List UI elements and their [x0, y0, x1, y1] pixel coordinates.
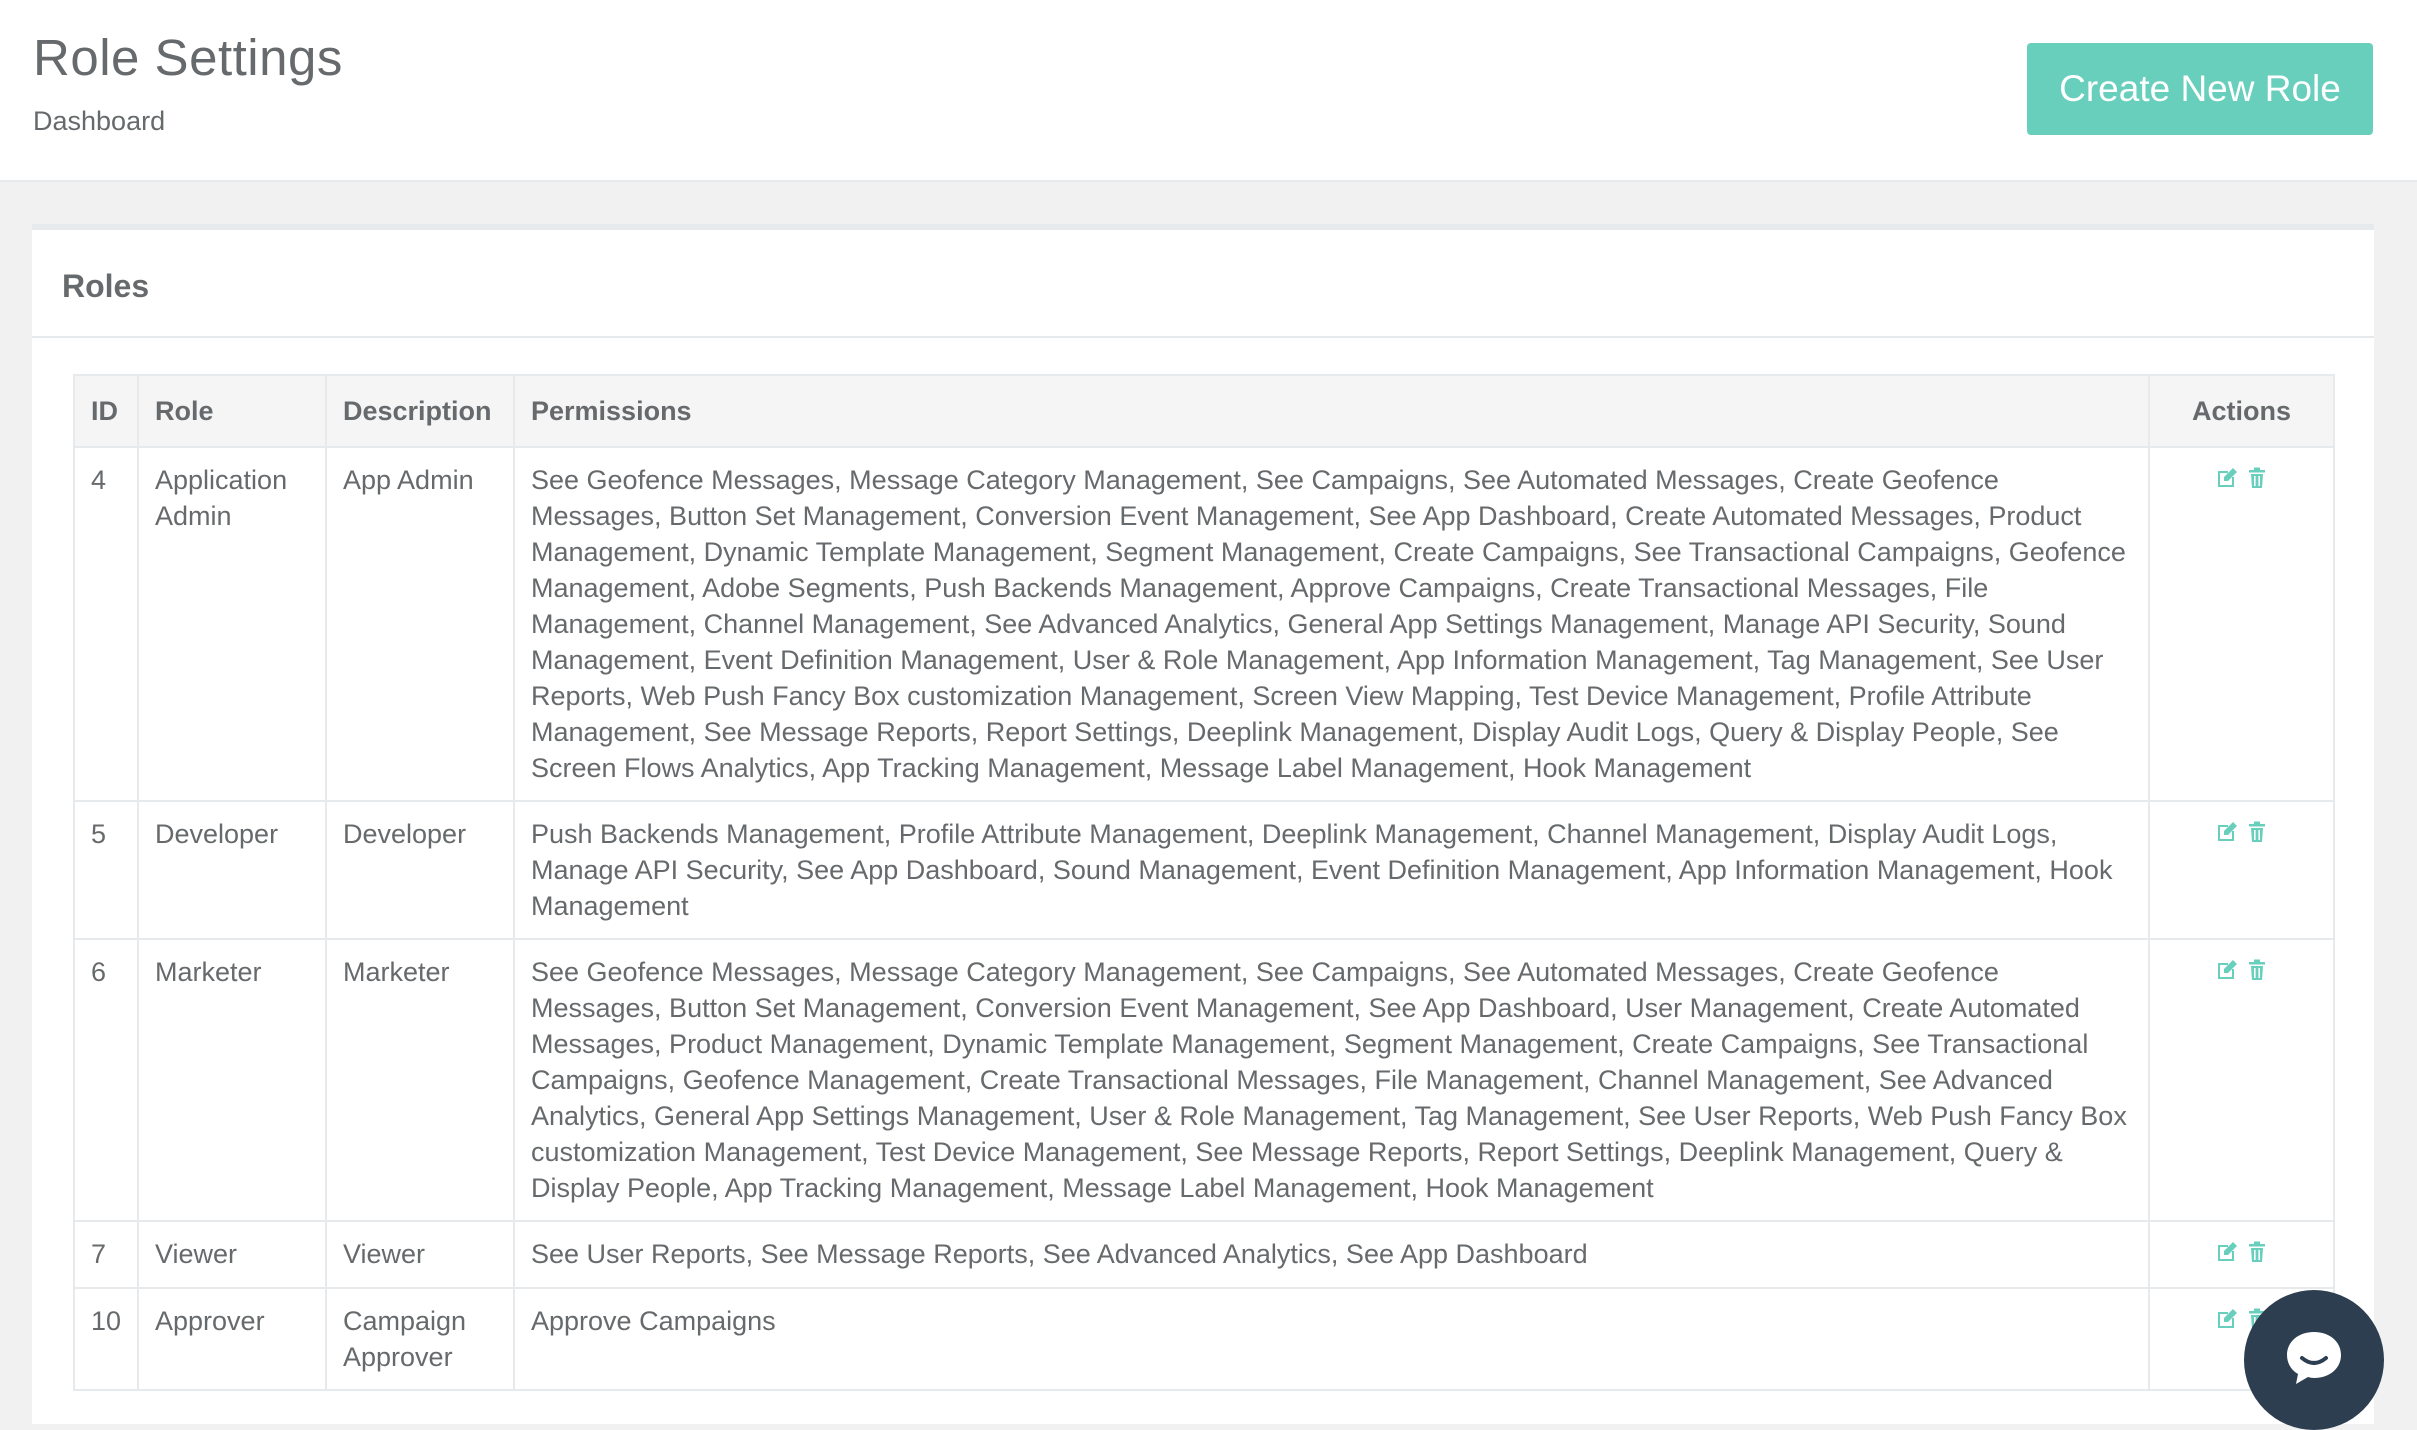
table-row	[74, 939, 2334, 1221]
role-actions	[2149, 1221, 2334, 1288]
trash-icon[interactable]	[2245, 958, 2269, 982]
roles-table-body	[74, 447, 2334, 1390]
edit-icon[interactable]	[2215, 1307, 2239, 1331]
column-header-role: Role	[138, 375, 326, 447]
role-id: 6	[74, 939, 138, 1221]
edit-icon[interactable]	[2215, 466, 2239, 490]
action-icons	[2215, 466, 2269, 490]
table-row	[74, 1288, 2334, 1390]
edit-icon[interactable]	[2215, 1240, 2239, 1264]
table-row	[74, 801, 2334, 939]
role-id: 10	[74, 1288, 138, 1390]
edit-icon[interactable]	[2215, 958, 2239, 982]
role-actions	[2149, 939, 2334, 1221]
roles-panel-header	[32, 230, 2374, 338]
roles-panel-title: Roles	[62, 268, 150, 304]
action-icons	[2215, 820, 2269, 844]
column-header-description: Description	[326, 375, 514, 447]
table-row	[74, 1221, 2334, 1288]
role-description: Developer	[326, 801, 514, 939]
role-name: Application Admin	[138, 447, 326, 801]
page-title: Role Settings	[33, 29, 343, 86]
roles-table	[73, 374, 2335, 1391]
role-name: Marketer	[138, 939, 326, 1221]
role-description: Viewer	[326, 1221, 514, 1288]
chat-widget-button[interactable]	[2244, 1290, 2384, 1430]
trash-icon[interactable]	[2245, 1240, 2269, 1264]
edit-icon[interactable]	[2215, 820, 2239, 844]
action-icons	[2215, 958, 2269, 982]
role-description: Campaign Approver	[326, 1288, 514, 1390]
page-header	[0, 0, 2417, 182]
role-permissions: Push Backends Management, Profile Attribute Management, Deeplink Management, Channel Management, Display Audit Logs, Manage API Security, See App Dashboard, Sound Management, Event Definition Management, App Information Management, Hook Management	[514, 801, 2149, 939]
roles-panel	[32, 224, 2374, 1424]
role-id: 5	[74, 801, 138, 939]
role-description: Marketer	[326, 939, 514, 1221]
column-header-actions: Actions	[2149, 375, 2334, 447]
table-header-row	[74, 375, 2334, 447]
role-id: 7	[74, 1221, 138, 1288]
role-actions	[2149, 801, 2334, 939]
role-name: Developer	[138, 801, 326, 939]
chat-icon	[2284, 1330, 2344, 1386]
role-actions	[2149, 447, 2334, 801]
trash-icon[interactable]	[2245, 820, 2269, 844]
column-header-permissions: Permissions	[514, 375, 2149, 447]
action-icons	[2215, 1240, 2269, 1264]
role-description: App Admin	[326, 447, 514, 801]
trash-icon[interactable]	[2245, 466, 2269, 490]
role-id: 4	[74, 447, 138, 801]
role-name: Approver	[138, 1288, 326, 1390]
create-new-role-button[interactable]: Create New Role	[2027, 43, 2373, 135]
column-header-id: ID	[74, 375, 138, 447]
role-permissions: Approve Campaigns	[514, 1288, 2149, 1390]
role-permissions: See Geofence Messages, Message Category Management, See Campaigns, See Automated Messages, Create Geofence Messages, Button Set Management, Conversion Event Management, See App Dashboard, User Management, Create Automated Messages, Product Management, Dynamic Template Management, Segment Management, Create Campaigns, See Transactional Campaigns, Geofence Management, Create Transactional Messages, File Management, Channel Management, See Advanced Analytics, General App Settings Management, User & Role Management, Tag Management, See User Reports, Web Push Fancy Box customization Management, Test Device Management, See Message Reports, Report Settings, Deeplink Management, Query & Display People, App Tracking Management, Message Label Management, Hook Management	[514, 939, 2149, 1221]
breadcrumb-dashboard[interactable]: Dashboard	[33, 106, 166, 136]
table-row	[74, 447, 2334, 801]
role-name: Viewer	[138, 1221, 326, 1288]
role-permissions: See Geofence Messages, Message Category Management, See Campaigns, See Automated Messages, Create Geofence Messages, Button Set Management, Conversion Event Management, See App Dashboard, Create Automated Messages, Product Management, Dynamic Template Management, Segment Management, Create Campaigns, See Transactional Campaigns, Geofence Management, Adobe Segments, Push Backends Management, Approve Campaigns, Create Transactional Messages, File Management, Channel Management, See Advanced Analytics, General App Settings Management, Manage API Security, Sound Management, Event Definition Management, User & Role Management, App Information Management, Tag Management, See User Reports, Web Push Fancy Box customization Management, Screen View Mapping, Test Device Management, Profile Attribute Management, See Message Reports, Report Settings, Deeplink Management, Display Audit Logs, Query & Display People, See Screen Flows Analytics, App Tracking Management, Message Label Management, Hook Management	[514, 447, 2149, 801]
role-permissions: See User Reports, See Message Reports, See Advanced Analytics, See App Dashboard	[514, 1221, 2149, 1288]
